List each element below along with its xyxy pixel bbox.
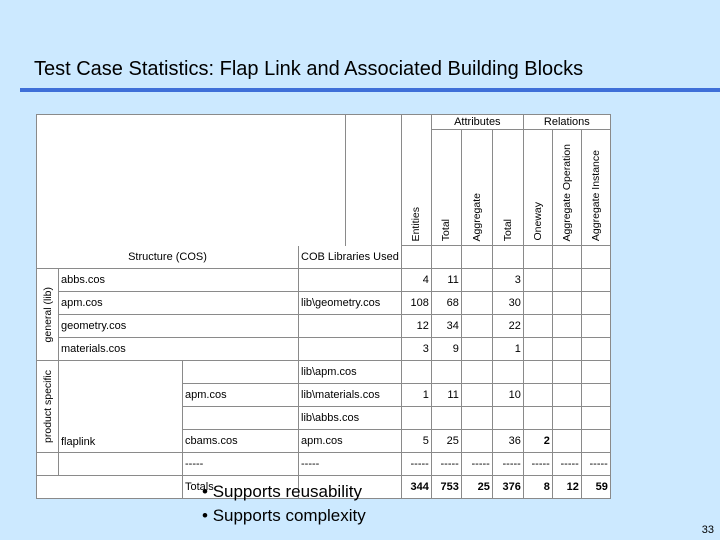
cell-attr-aggregate bbox=[461, 384, 492, 407]
blank-header-area-2 bbox=[345, 115, 401, 246]
cell-attr-total: 9 bbox=[431, 338, 461, 361]
bullet-item: • Supports complexity bbox=[202, 504, 366, 528]
row-lib: lib\materials.cos bbox=[299, 384, 402, 407]
cell-rel-total: 3 bbox=[492, 269, 523, 292]
cell-attr-aggregate bbox=[461, 338, 492, 361]
cell-agg-op bbox=[552, 384, 581, 407]
side-label-general: general (lib) bbox=[37, 269, 59, 361]
header-aggregate-operation: Aggregate Operation bbox=[552, 130, 581, 246]
cell-oneway bbox=[523, 292, 552, 315]
blank-header-area bbox=[37, 115, 346, 246]
side-label-product-specific: product specific bbox=[37, 361, 59, 453]
header-cob-libraries: COB Libraries Used bbox=[299, 246, 402, 269]
total-entities: 344 bbox=[401, 476, 431, 499]
cell-rel-total: 36 bbox=[492, 430, 523, 453]
table-row bbox=[37, 361, 611, 384]
cell-attr-aggregate bbox=[461, 269, 492, 292]
cell-agg-op bbox=[552, 338, 581, 361]
row-lib: apm.cos bbox=[299, 430, 402, 453]
title-underline bbox=[20, 88, 720, 92]
row-name: abbs.cos bbox=[59, 269, 299, 292]
row-lib: lib\geometry.cos bbox=[299, 292, 402, 315]
cell-rel-total: 1 bbox=[492, 338, 523, 361]
cell-agg-op bbox=[552, 430, 581, 453]
total-attr-aggregate: 25 bbox=[461, 476, 492, 499]
dash-cell: ----- bbox=[299, 453, 402, 476]
cell-rel-total: 22 bbox=[492, 315, 523, 338]
cell-attr-total: 34 bbox=[431, 315, 461, 338]
cell-rel-total: 10 bbox=[492, 384, 523, 407]
cell-entities: 108 bbox=[401, 292, 431, 315]
cell-attr-aggregate bbox=[461, 315, 492, 338]
header-rel-total: Total bbox=[492, 130, 523, 246]
dash-cell: ----- bbox=[523, 453, 552, 476]
header-structure: Structure (COS) bbox=[37, 246, 299, 269]
header-attributes: Attributes bbox=[431, 115, 523, 130]
cell-agg-inst bbox=[581, 269, 610, 292]
totals-label: Totals bbox=[183, 476, 299, 499]
row-lib bbox=[299, 338, 402, 361]
cell-rel-total: 30 bbox=[492, 292, 523, 315]
cell-oneway bbox=[523, 269, 552, 292]
cell-agg-inst bbox=[581, 315, 610, 338]
row-sub: apm.cos bbox=[183, 384, 299, 407]
total-attr-total: 753 bbox=[431, 476, 461, 499]
cell-attr-aggregate bbox=[461, 430, 492, 453]
table-row bbox=[37, 338, 611, 361]
header-aggregate-instance: Aggregate Instance bbox=[581, 130, 610, 246]
row-name: geometry.cos bbox=[59, 315, 299, 338]
page-number: 33 bbox=[701, 524, 714, 536]
cell-agg-inst bbox=[581, 338, 610, 361]
cell-entities: 12 bbox=[401, 315, 431, 338]
cell-agg-op bbox=[552, 315, 581, 338]
cell-agg-inst bbox=[581, 384, 610, 407]
header-oneway: Oneway bbox=[523, 130, 552, 246]
total-oneway: 8 bbox=[523, 476, 552, 499]
cell-attr-total: 11 bbox=[431, 269, 461, 292]
cell-agg-op bbox=[552, 292, 581, 315]
column-label-row bbox=[37, 246, 611, 269]
cell-oneway bbox=[523, 315, 552, 338]
cell-entities: 5 bbox=[401, 430, 431, 453]
cell-attr-total: 68 bbox=[431, 292, 461, 315]
cell-attr-total: 11 bbox=[431, 384, 461, 407]
statistics-table bbox=[36, 114, 611, 499]
dash-cell: ----- bbox=[581, 453, 610, 476]
bullet-list bbox=[202, 480, 366, 528]
cell-agg-inst bbox=[581, 430, 610, 453]
cell-attr-aggregate bbox=[461, 292, 492, 315]
total-agg-op: 12 bbox=[552, 476, 581, 499]
dash-cell: ----- bbox=[183, 453, 299, 476]
row-lib bbox=[299, 315, 402, 338]
row-lib: lib\apm.cos bbox=[299, 361, 402, 384]
dash-cell: ----- bbox=[431, 453, 461, 476]
header-attr-total: Total bbox=[431, 130, 461, 246]
cell-entities: 3 bbox=[401, 338, 431, 361]
cell-oneway: 2 bbox=[523, 430, 552, 453]
group-header-row bbox=[37, 115, 611, 130]
bullet-item: • Supports reusability bbox=[202, 480, 366, 504]
table-row bbox=[37, 315, 611, 338]
cell-attr-total: 25 bbox=[431, 430, 461, 453]
dashes-row bbox=[37, 453, 611, 476]
dash-cell: ----- bbox=[401, 453, 431, 476]
row-name: apm.cos bbox=[59, 292, 299, 315]
cell-entities: 1 bbox=[401, 384, 431, 407]
dash-cell: ----- bbox=[492, 453, 523, 476]
table-row bbox=[37, 269, 611, 292]
header-attr-aggregate: Aggregate bbox=[461, 130, 492, 246]
cell-entities: 4 bbox=[401, 269, 431, 292]
total-agg-inst: 59 bbox=[581, 476, 610, 499]
row-name: materials.cos bbox=[59, 338, 299, 361]
header-entities: Entities bbox=[401, 115, 431, 246]
cell-agg-op bbox=[552, 269, 581, 292]
dash-cell: ----- bbox=[461, 453, 492, 476]
dash-cell: ----- bbox=[552, 453, 581, 476]
header-relations: Relations bbox=[523, 115, 610, 130]
row-lib bbox=[299, 269, 402, 292]
table-row bbox=[37, 292, 611, 315]
row-sub: cbams.cos bbox=[183, 430, 299, 453]
slide-title: Test Case Statistics: Flap Link and Associated Building Blocks bbox=[34, 58, 584, 80]
cell-oneway bbox=[523, 338, 552, 361]
cell-oneway bbox=[523, 384, 552, 407]
cell-agg-inst bbox=[581, 292, 610, 315]
total-rel-total: 376 bbox=[492, 476, 523, 499]
row-lib: lib\abbs.cos bbox=[299, 407, 402, 430]
row-name-flaplink: flaplink bbox=[59, 361, 183, 453]
